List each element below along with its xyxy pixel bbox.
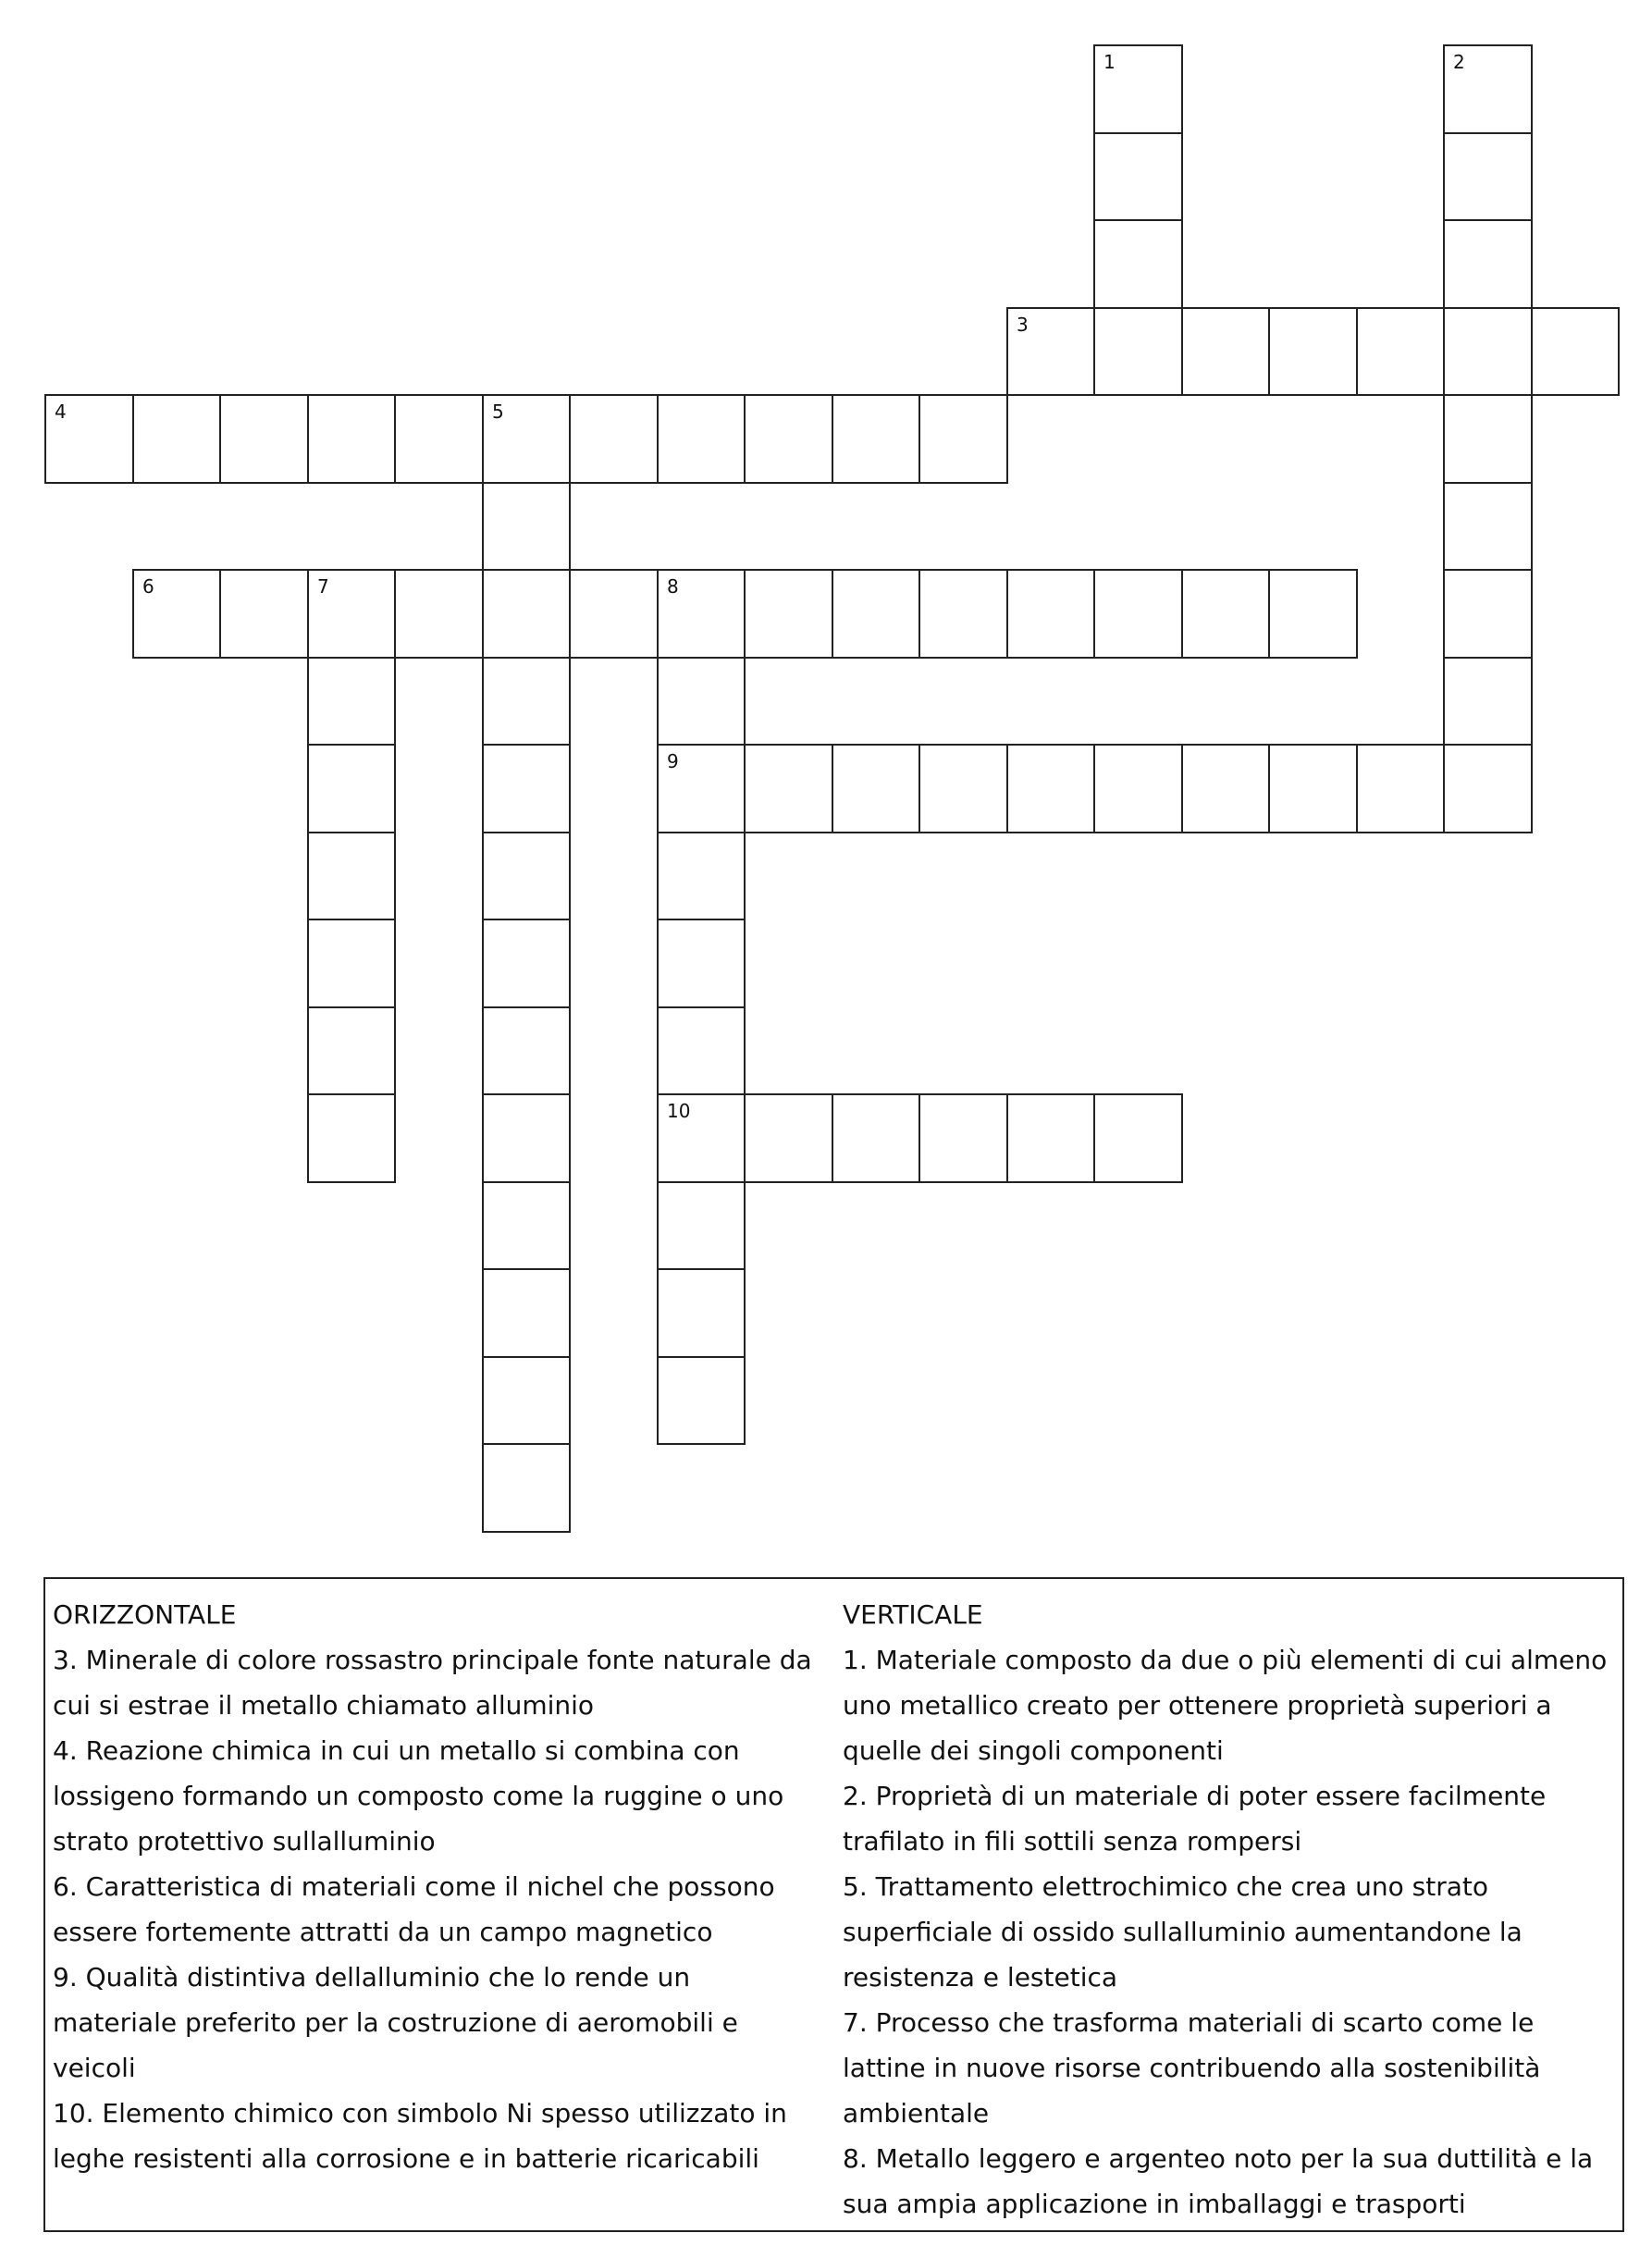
down-heading: VERTICALE [843,1599,983,1630]
grid-cell[interactable] [482,394,571,484]
grid-cell[interactable] [482,744,571,833]
grid-cell[interactable] [307,744,396,833]
grid-cell[interactable] [1443,44,1533,134]
grid-cell[interactable] [1006,569,1095,659]
grid-cell[interactable] [482,832,571,920]
grid-cell[interactable] [918,569,1008,659]
grid-cell[interactable] [394,569,484,659]
grid-cell[interactable] [482,1268,571,1358]
grid-cell[interactable] [744,744,833,833]
grid-cell[interactable] [657,569,746,659]
grid-cell[interactable] [482,919,571,1008]
grid-cell[interactable] [1181,569,1270,659]
grid-cell[interactable] [1531,307,1620,396]
down-clue-8: 8. Metallo leggero e argenteo noto per la sua duttilità e la sua ampia applicazione in imballaggi e trasporti [843,2143,1594,2219]
clues-box [43,1577,1624,2232]
grid-cell[interactable] [1356,744,1445,833]
grid-cell[interactable] [482,1093,571,1183]
grid-cell[interactable] [657,832,746,920]
grid-cell[interactable] [307,1006,396,1095]
across-clue-9: 9. Qualità distintiva dellalluminio che lo rende un materiale preferito per la costruzione di aeromobili e veicoli [53,1962,738,2083]
grid-cell[interactable] [569,569,659,659]
grid-cell[interactable] [482,482,571,571]
grid-cell[interactable] [657,1181,746,1270]
grid-cell[interactable] [482,1443,571,1533]
grid-cell[interactable] [1006,744,1095,833]
down-clue-7: 7. Processo che trasforma materiali di scarto come le lattine in nuove risorse contribuendo alla sostenibilità ambientale [843,2007,1541,2128]
grid-cell[interactable] [1181,307,1270,396]
grid-cell[interactable] [832,744,920,833]
grid-cell[interactable] [482,657,571,746]
grid-cell[interactable] [744,394,833,484]
clue-number: 7 [317,575,329,598]
grid-cell[interactable] [307,1093,396,1183]
across-clue-3: 3. Minerale di colore rossastro principale fonte naturale da cui si estrae il metallo chiamato alluminio [53,1645,812,1721]
grid-cell[interactable] [132,394,221,484]
across-heading: ORIZZONTALE [53,1599,237,1630]
grid-cell[interactable] [219,569,309,659]
grid-cell[interactable] [1443,744,1533,833]
clue-number: 6 [142,575,154,598]
grid-cell[interactable] [1443,219,1533,309]
across-clue-4: 4. Reazione chimica in cui un metallo si combina con lossigeno formando un composto come la ruggine o uno strato protettivo sullalluminio [53,1735,784,1857]
grid-cell[interactable] [657,1356,746,1445]
grid-cell[interactable] [657,744,746,833]
grid-cell[interactable] [1093,1093,1183,1183]
grid-cell[interactable] [1268,307,1358,396]
grid-cell[interactable] [1093,569,1183,659]
grid-cell[interactable] [307,657,396,746]
down-clue-2: 2. Proprietà di un materiale di poter essere facilmente trafilato in fili sottili senza rompersi [843,1781,1547,1857]
grid-cell[interactable] [307,919,396,1008]
grid-cell[interactable] [1093,44,1183,134]
grid-cell[interactable] [1268,569,1358,659]
across-clue-6: 6. Caratteristica di materiali come il nichel che possono essere fortemente attratti da un campo magnetico [53,1871,775,1947]
grid-cell[interactable] [44,394,134,484]
down-clue-5: 5. Trattamento elettrochimico che crea uno strato superficiale di ossido sullalluminio aumentandone la resistenza e lestetica [843,1871,1523,1993]
grid-cell[interactable] [569,394,659,484]
clue-number: 5 [492,401,504,423]
grid-cell[interactable] [744,1093,833,1183]
grid-cell[interactable] [1093,219,1183,309]
grid-cell[interactable] [482,569,571,659]
grid-cell[interactable] [1181,744,1270,833]
grid-cell[interactable] [1443,569,1533,659]
grid-cell[interactable] [1093,132,1183,221]
grid-cell[interactable] [918,744,1008,833]
grid-cell[interactable] [132,569,221,659]
grid-cell[interactable] [482,1356,571,1445]
grid-cell[interactable] [657,1006,746,1095]
grid-cell[interactable] [1356,307,1445,396]
grid-cell[interactable] [1443,482,1533,571]
grid-cell[interactable] [482,1181,571,1270]
grid-cell[interactable] [219,394,309,484]
grid-cell[interactable] [394,394,484,484]
across-clue-10: 10. Elemento chimico con simbolo Ni spesso utilizzato in leghe resistenti alla corrosione e in batterie ricaricabili [53,2098,787,2174]
clue-number: 2 [1453,51,1465,73]
grid-cell[interactable] [482,1006,571,1095]
clue-number: 10 [667,1100,691,1122]
grid-cell[interactable] [832,569,920,659]
grid-cell[interactable] [657,1268,746,1358]
grid-cell[interactable] [307,832,396,920]
grid-cell[interactable] [1006,307,1095,396]
clue-number: 3 [1017,314,1029,336]
clue-number: 1 [1103,51,1116,73]
grid-cell[interactable] [918,1093,1008,1183]
grid-cell[interactable] [1093,307,1183,396]
grid-cell[interactable] [657,394,746,484]
grid-cell[interactable] [832,394,920,484]
grid-cell[interactable] [1443,132,1533,221]
grid-cell[interactable] [657,657,746,746]
clue-number: 8 [667,575,679,598]
grid-cell[interactable] [307,569,396,659]
grid-cell[interactable] [1093,744,1183,833]
grid-cell[interactable] [1443,307,1533,396]
across-clues [53,1592,820,2181]
grid-cell[interactable] [1006,1093,1095,1183]
grid-cell[interactable] [1443,394,1533,484]
grid-cell[interactable] [832,1093,920,1183]
grid-cell[interactable] [307,394,396,484]
down-clues [843,1592,1620,2227]
down-clue-1: 1. Materiale composto da due o più elementi di cui almeno uno metallico creato per ottenere proprietà superiori a quelle dei singoli componenti [843,1645,1608,1766]
grid-cell[interactable] [657,919,746,1008]
grid-cell[interactable] [744,569,833,659]
grid-cell[interactable] [1268,744,1358,833]
clue-number: 4 [55,401,67,423]
clue-number: 9 [667,750,679,772]
grid-cell[interactable] [1443,657,1533,746]
grid-cell[interactable] [657,1093,746,1183]
grid-cell[interactable] [918,394,1008,484]
